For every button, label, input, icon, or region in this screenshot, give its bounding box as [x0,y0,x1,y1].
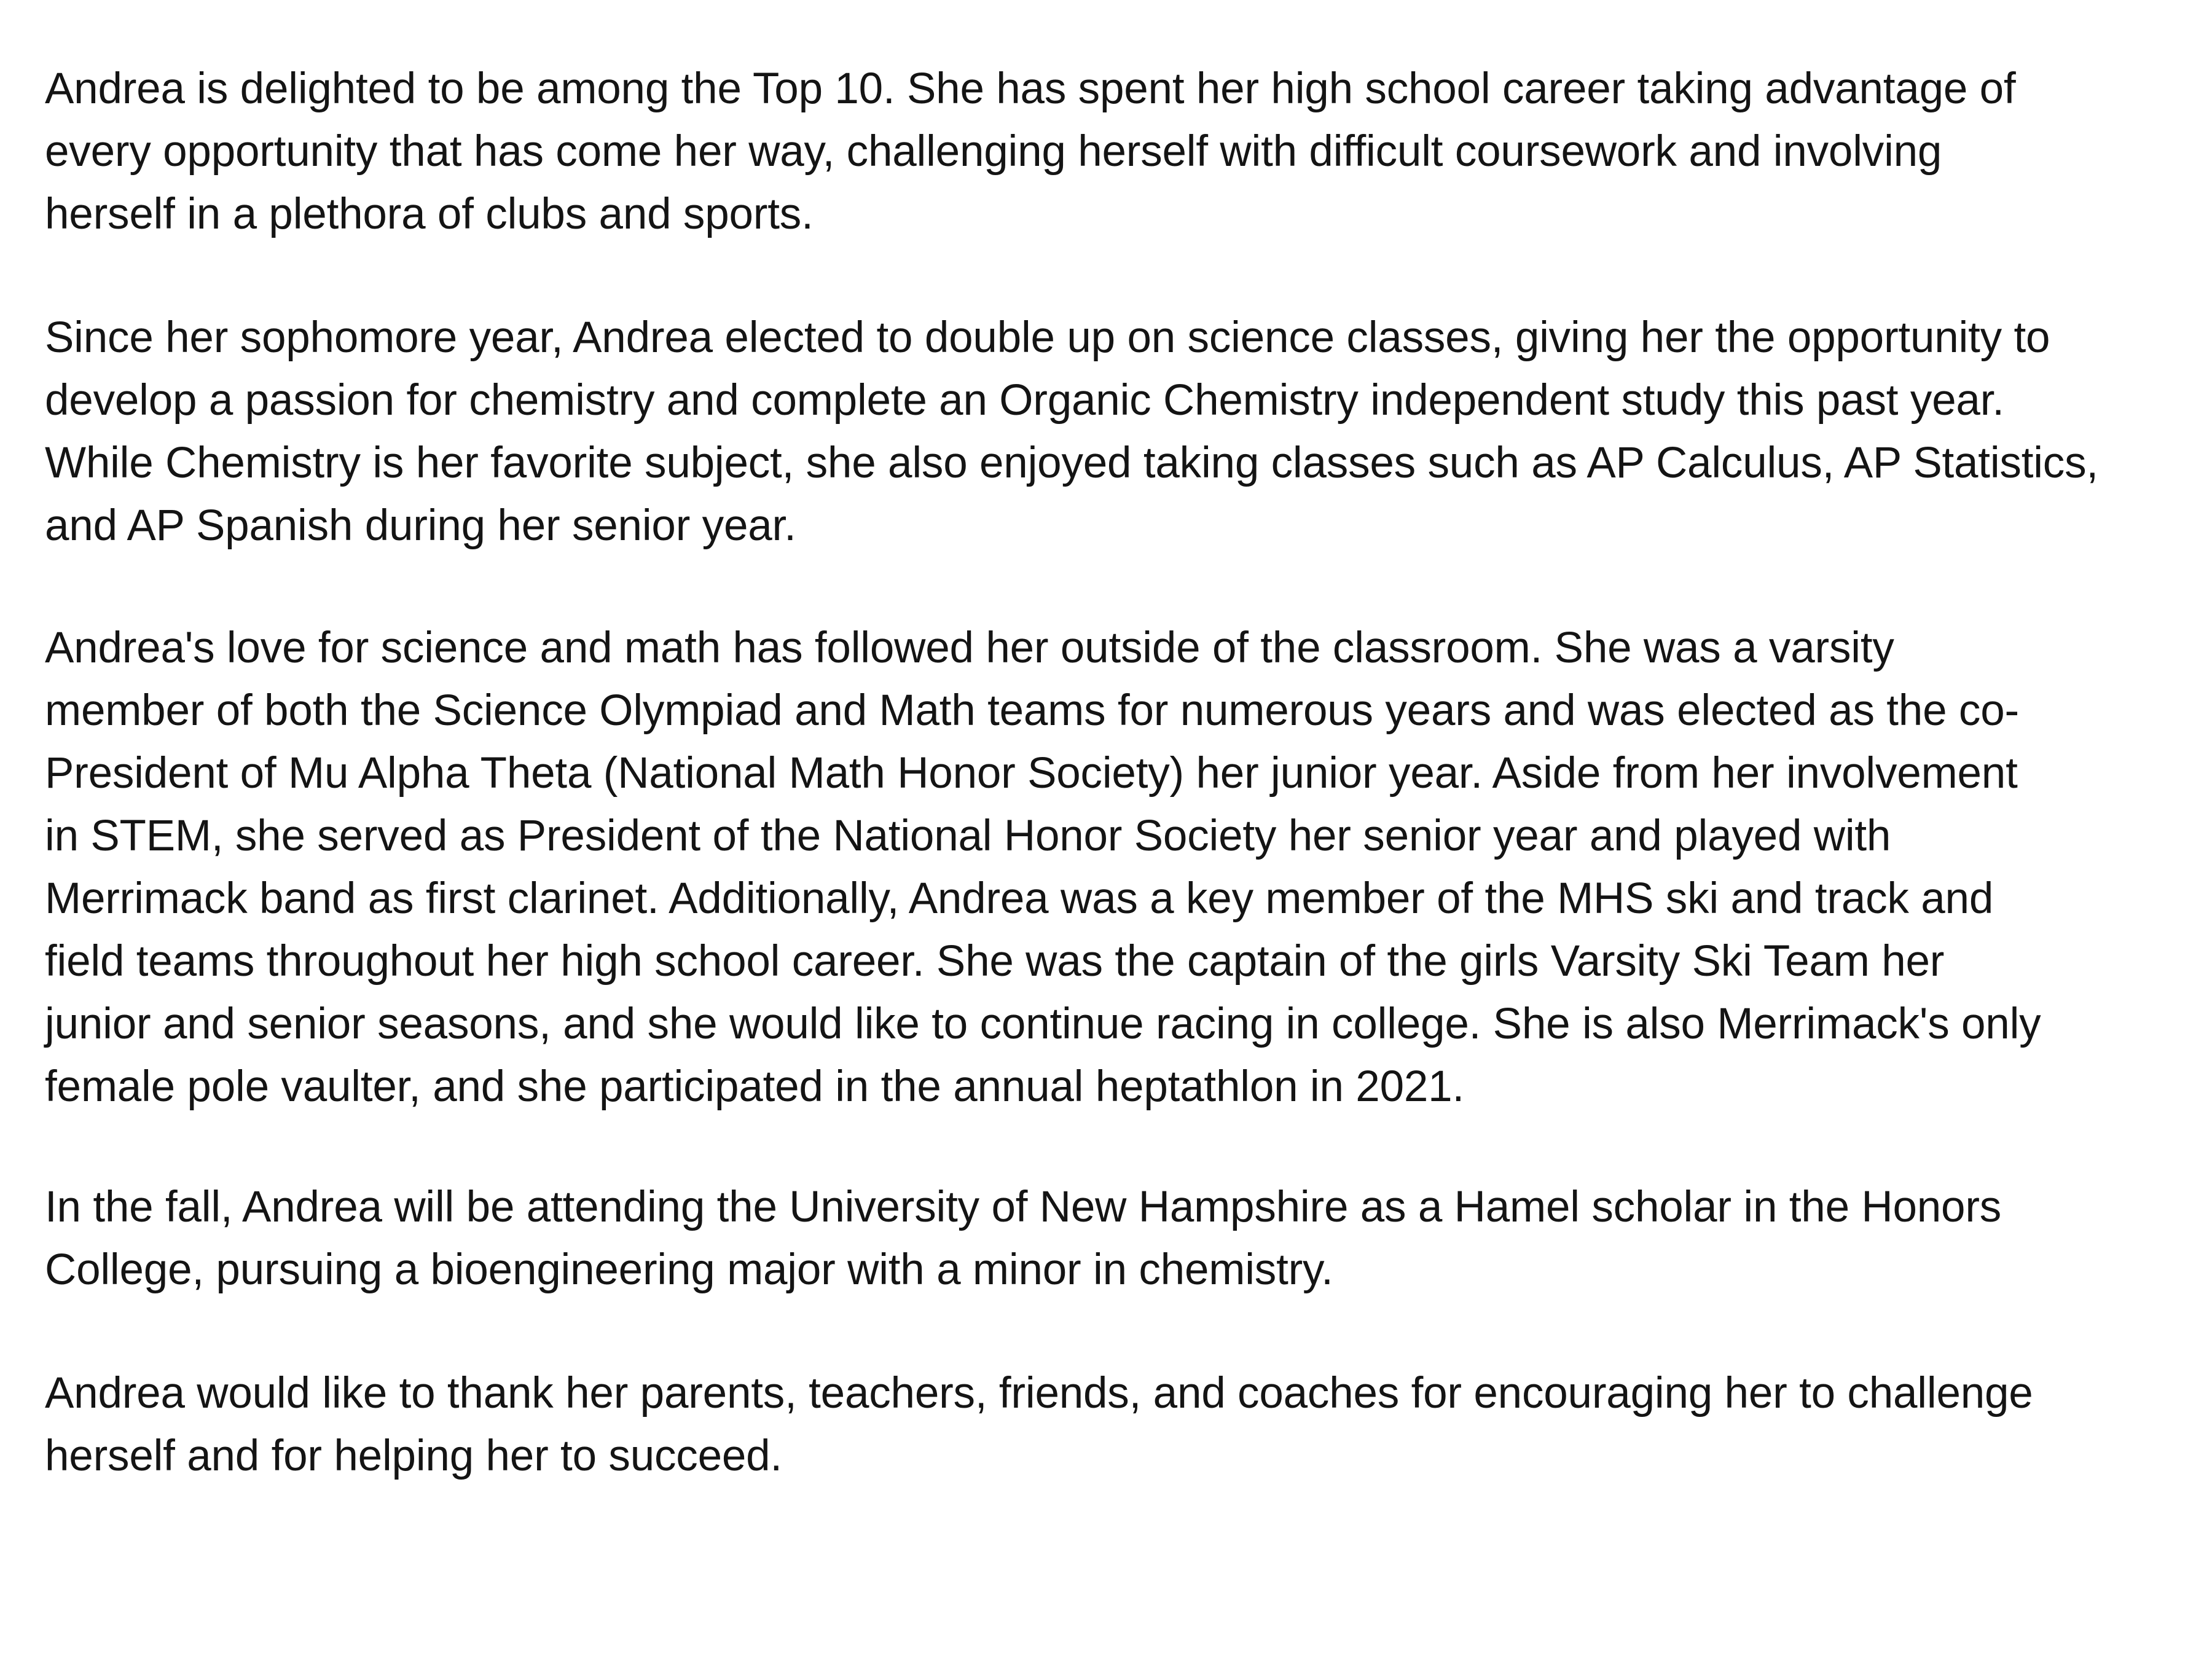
paragraph-line: College, pursuing a bioengineering major with a minor in chemistry. [45,1245,1333,1294]
paragraph-line: Andrea's love for science and math has followed her outside of the classroom. She was a varsity [45,624,1894,672]
paragraph-line: President of Mu Alpha Theta (National Math Honor Society) her junior year. Aside from her involvement [45,749,2018,798]
paragraph-line: Andrea would like to thank her parents, teachers, friends, and coaches for encouraging her to challenge [45,1369,2033,1418]
paragraph-line: herself in a plethora of clubs and sports. [45,190,814,238]
paragraph-line: herself and for helping her to succeed. [45,1432,782,1480]
paragraph-line: member of both the Science Olympiad and Math teams for numerous years and was elected as the co- [45,686,2019,735]
paragraph-line: junior and senior seasons, and she would like to continue racing in college. She is also Merrimack's only [45,1000,2041,1048]
paragraph-line: and AP Spanish during her senior year. [45,501,796,550]
paragraph-line: every opportunity that has come her way, challenging herself with difficult coursework and involving [45,127,1942,176]
paragraph-line: Merrimack band as first clarinet. Additionally, Andrea was a key member of the MHS ski and track and [45,874,1994,923]
paragraph-line: field teams throughout her high school career. She was the captain of the girls Varsity Ski Team her [45,937,1945,986]
paragraph-line: While Chemistry is her favorite subject, she also enjoyed taking classes such as AP Calculus, AP Statistics, [45,439,2098,487]
paragraph-line: develop a passion for chemistry and complete an Organic Chemistry independent study this past year. [45,376,2004,425]
paragraph-line: in STEM, she served as President of the National Honor Society her senior year and played with [45,812,1891,860]
paragraph-line: In the fall, Andrea will be attending the University of New Hampshire as a Hamel scholar in the Honors [45,1183,2002,1231]
paragraph-line: Since her sophomore year, Andrea elected to double up on science classes, giving her the opportunity to [45,313,2050,362]
paragraph-line: Andrea is delighted to be among the Top 10. She has spent her high school career taking advantage of [45,65,2016,113]
paragraph-line: female pole vaulter, and she participated in the annual heptathlon in 2021. [45,1062,1464,1111]
